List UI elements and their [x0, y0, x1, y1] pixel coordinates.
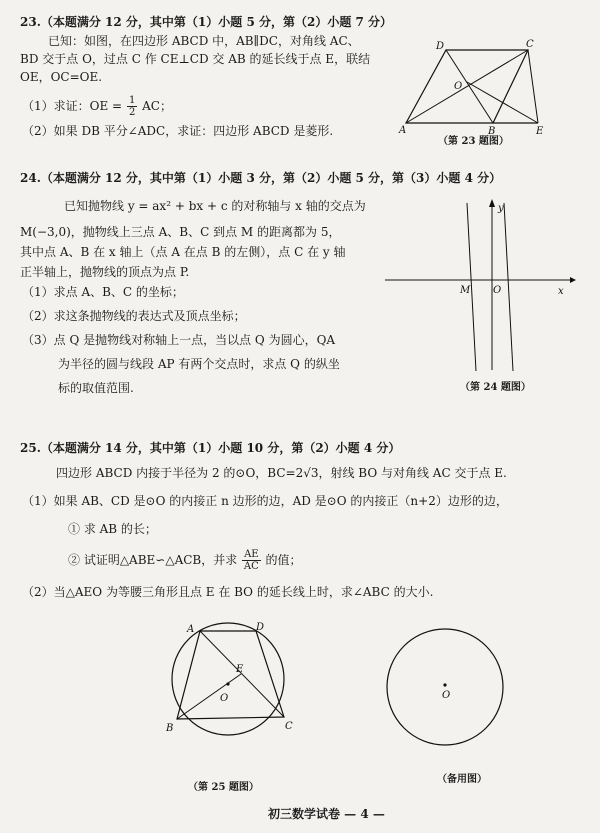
q23-segment-oe [467, 82, 538, 123]
q24-text-line4: 正半轴上，抛物线的顶点为点 P. [20, 265, 190, 279]
q23-part1 [22, 95, 172, 118]
q23-fraction-num: 1 [128, 95, 136, 106]
q24-label-y: y [498, 203, 504, 214]
q25-header: 25.（本题满分 14 分，其中第（1）小题 10 分，第（2）小题 4 分） [20, 441, 401, 455]
q24-x-axis-arrow [570, 277, 576, 283]
q24-header: 24.（本题满分 12 分，其中第（1）小题 3 分，第（2）小题 5 分，第（3）小题 4 分） [20, 171, 502, 185]
q23-label-e: E [536, 126, 544, 137]
q23-text-line3: OE，OC=OE. [20, 70, 103, 84]
q25-fraction-den: AC [243, 561, 259, 572]
q23-part1-suffix: AC； [142, 99, 172, 113]
q23-label-b: B [488, 126, 496, 137]
q24-part2: （2）求这条抛物线的表达式及顶点坐标； [22, 309, 246, 323]
q24-y-axis-arrow [489, 199, 495, 207]
q24-strip-right-line [504, 203, 513, 371]
q23-figure [398, 38, 548, 138]
q25-label-d: D [256, 622, 265, 633]
q24-part3-line1: （3）点 Q 是抛物线对称轴上一点，当以点 Q 为圆心，QA [22, 333, 336, 347]
q25-caption-spare: （备用图） [437, 774, 487, 785]
q24-caption: （第 24 题图） [460, 382, 531, 393]
q23-label-o: O [454, 81, 463, 92]
q25-sub1: ① 求 AB 的长； [68, 522, 157, 536]
q25-spare-circle [387, 629, 503, 745]
q23-label-c: C [526, 39, 534, 50]
q25-label-o: O [220, 693, 229, 704]
q23-diagonal-ac [406, 50, 528, 123]
q25-figure [160, 612, 300, 747]
q23-text-line2: BD 交于点 O，过点 C 作 CE⊥CD 交 AB 的延长线于点 E，联结 [20, 52, 371, 66]
q24-part1: （1）求点 A、B、C 的坐标； [22, 285, 184, 299]
q25-caption-main: （第 25 题图） [188, 782, 259, 793]
q25-label-b: B [166, 723, 174, 734]
q23-caption: （第 23 题图） [438, 136, 509, 147]
q24-label-x: x [558, 286, 564, 297]
q24-text-line3: 其中点 A、B 在 x 轴上（点 A 在点 B 的左侧），点 C 在 y 轴 [20, 245, 346, 259]
q24-figure [380, 195, 580, 375]
q23-header: 23.（本题满分 12 分，其中第（1）小题 5 分，第（2）小题 7 分） [20, 15, 393, 29]
q25-spare-figure [380, 622, 510, 752]
q23-part1-prefix: （1）求证：OE = [22, 99, 123, 113]
q25-spare-center-dot [443, 683, 446, 686]
q25-fraction [242, 549, 261, 572]
q25-sub2-prefix: ② 试证明△ABE∽△ACB，并求 [68, 553, 238, 567]
q25-quadrilateral [177, 631, 284, 719]
q25-part2: （2）当△AEO 为等腰三角形且点 E 在 BO 的延长线上时，求∠ABC 的大小. [22, 585, 434, 599]
q23-label-d: D [436, 41, 445, 52]
q24-text-line1: 已知抛物线 y = ax² + bx + c 的对称轴与 x 轴的交点为 [64, 199, 366, 213]
q23-label-a: A [399, 125, 407, 136]
q24-part3-line2: 为半径的圆与线段 AP 有两个交点时，求点 Q 的纵坐 [58, 357, 340, 371]
q25-center-dot [226, 682, 229, 685]
q25-part1-line1: （1）如果 AB、CD 是⊙O 的内接正 n 边形的边，AD 是⊙O 的内接正（n+2）边形的边， [22, 494, 508, 508]
q25-sub2-suffix: 的值； [265, 553, 302, 567]
q25-spare-label-o: O [442, 690, 451, 701]
q23-fraction-den: 2 [128, 107, 136, 118]
q25-label-e: E [236, 664, 244, 675]
q23-text-line1: 已知：如图，在四边形 ABCD 中，AB∥DC，对角线 AC、 [48, 34, 360, 48]
q23-fraction [127, 95, 137, 118]
q25-fraction-num: AE [244, 549, 259, 560]
page-footer: 初三数学试卷 — 4 — [268, 807, 385, 821]
q24-text-line2: M(−3,0)，抛物线上三点 A、B、C 到点 M 的距离都为 5， [20, 225, 341, 239]
q24-part3-line3: 标的取值范围. [58, 381, 134, 395]
q25-sub2 [68, 549, 301, 572]
q23-part2: （2）如果 DB 平分∠ADC，求证：四边形 ABCD 是菱形. [22, 124, 334, 138]
q24-label-m: M [460, 285, 471, 296]
q25-text-line1: 四边形 ABCD 内接于半径为 2 的⊙O，BC=2√3，射线 BO 与对角线 AC 交于点 E. [56, 466, 507, 480]
q25-label-c: C [285, 721, 293, 732]
q24-label-o: O [493, 285, 502, 296]
q25-label-a: A [187, 624, 195, 635]
q23-segment-ce [528, 50, 538, 123]
